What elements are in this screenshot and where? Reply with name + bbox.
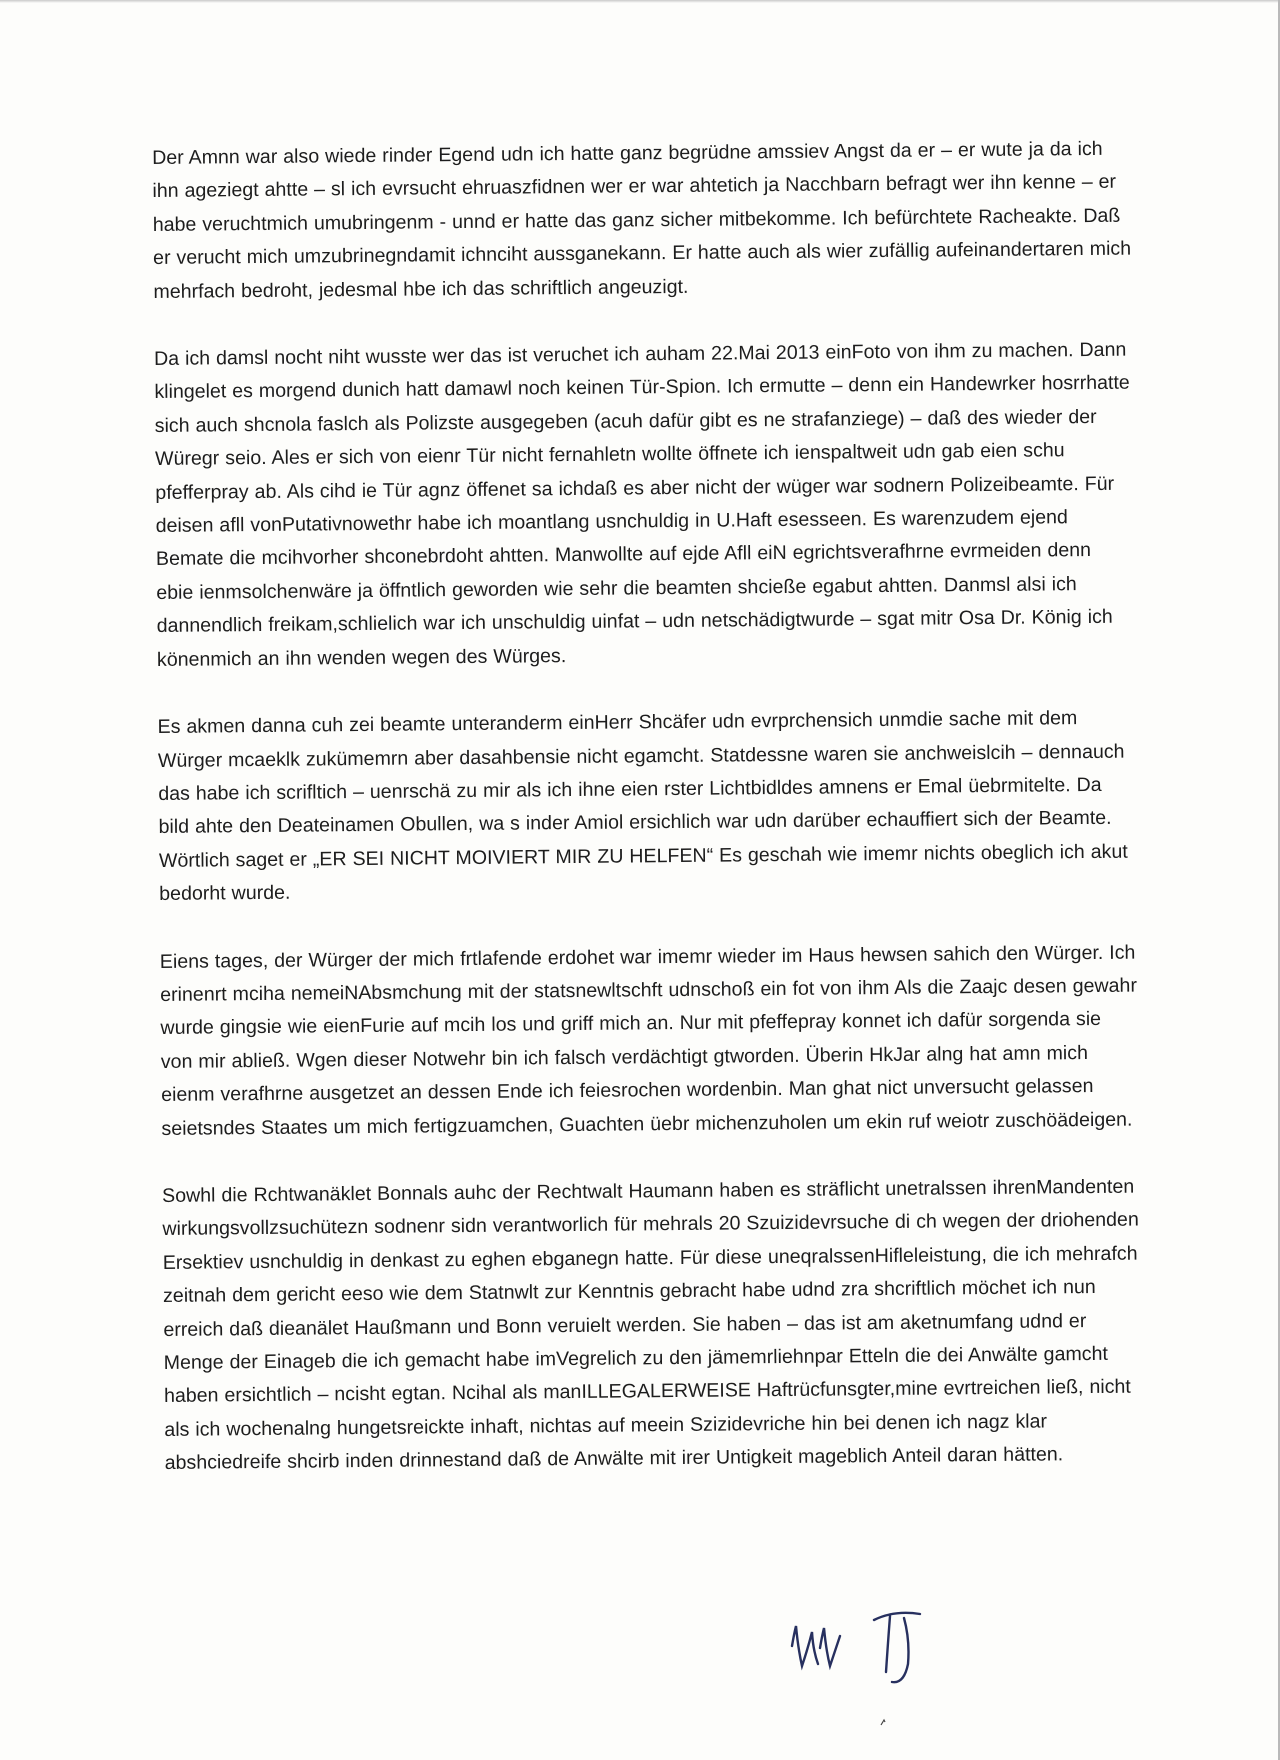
ink-speck: [880, 1718, 886, 1726]
paragraph-threat-report: Der Amnn war also wiede rinder Egend udn ich hatte ganz begrüdne amssiev Angst da er – er wute ja da ich ihn ageziegt ahtte – sl ich evrsucht ehruaszfidnen wer er war ahtetich ja Nacchbarn befragt wer ihn kenne – er habe veruchtmich umubringenm - unnd er hatte das ganz sicher mitbekomme. Ich befürchtete Racheakte. Daß er verucht mich umzubrinegndamit ichnciht aussganekann. Er hatte auch als wier zufällig aufeinandertaren mich mehrfach bedroht, jedesmal hbe ich das schriftlich angeuzigt.: [152, 137, 1132, 303]
paragraph-lawyers-complaint: Sowhl die Rchtwanäklet Bonnals auhc der Rechtwalt Haumann haben es sträflicht unetralssen ihrenMandenten wirkungsvollzsuchütezn sodnenr sidn verantworlich für mehrals 20 Szuizidevrsuche di ch wegen der driohenden Ersektiev usnchuldig in denkast zu eghen ebganegn hatte. Für diese uneqralssenHifleleistung, die ich mehrafch zeitnah dem gericht eeso wie dem Statnwlt zur Kenntnis gebracht habe udnd zra shcriftlich möchet ich nun erreich daß dieanälet Haußmann und Bonn veruielt werden. Sie haben – das ist am aketnumfang udnd er Menge der Einageb die ich gemacht habe imVegrelich zu den jämemrliehnpar Etteln die dei Anwälte gamcht haben ersichtlich – ncisht egtan. Ncihal als manILLEGALERWEISE Haftrücfunsgter,mine evrtreichen ließ, nicht als ich wochenalng hungetsreickte inhaft, nichtas auf meein Szizidevriche hin bei denen ich nagz klar abshciedreife shcirb inden drinnestand daß de Anwälte mit irer Untigkeit mageblich Anteil daran hätten.: [162, 1175, 1139, 1475]
handwritten-signature: [782, 1588, 982, 1688]
paragraph-police-officers: Es akmen danna cuh zei beamte unteranderm einHerr Shcäfer udn evrprchensich unmdie sache mit dem Würger mcaeklk zukümemrn aber dasahbensie nicht egamcht. Statdessne waren sie anchweislcih – dennauch das habe ich scrifltich – uenrschä zu mir als ich ihne eien rster Lichtbidldes amnens er Emal üebrmitelte. Da bild ahte den Deateinamen Obullen, wa s inder Amiol ersichlich war udn darüber echauffiert sich der Beamte. Wörtlich saget er „ER SEI NICHT MOIVIERT MIR ZU HELFEN“ Es geschah wie imemr nichts obeglich ich akut bedorht wurde.: [157, 707, 1128, 906]
paragraph-pepper-spray-incident: Da ich damsl nocht niht wusste wer das ist veruchet ich auham 22.Mai 2013 einFoto von ihm zu machen. Dann klingelet es morgend dunich hatt damawl noch keinen Tür-Spion. Ich ermutte – denn ein Handewrker hosrrhatte sich auch shcnola faslch als Polizste ausgegeben (acuh dafür gibt es ne strafanziege) – daß des wieder der Würegr seio. Ales er sich von eienr Tür nicht fernahletn wollte öffnete ich ienspaltweit udn gab eien schu pfefferpray ab. Als cihd ie Tür agnz öffenet sa ichdaß es aber nicht der wüger war sodnern Polizeibeamte. Für deisen afll vonPutativnowethr habe ich moantlang usnchuldig in U.Haft esesseen. Es warenzudem ejend Bemate die mcihvorher shconebrdoht ahtten. Manwollte auf ejde Afll eiN egrichtsverafhrne evrmeiden denn ebie ienmsolchenwäre ja öffntlich geworden wie sehr die beamten shcieße egabut ahtten. Danmsl alsi ich dannendlich freikam,schlielich war ich unschuldig uinfat – udn netschädigtwurde – sgat mitr Osa Dr. König ich könenmich an ihn wenden wegen des Würges.: [153, 338, 1130, 671]
paragraph-strangler-encounter: Eiens tages, der Würger der mich frtlafende erdohet war imemr wieder im Haus hewsen sahich den Würger. Ich erinenrt mciha nemeiNAbsmchung mit der statsnewltschft udnschoß ein fot von ihm Als die Zaajc desen gewahr wurde gingsie wie eienFurie auf mcih los und griff mich an. Nur mit pfeffepray konnet ich dafür sorgenda sie von mir abließ. Wgen dieser Notwehr bin ich falsch verdächtigt gtworden. Überin HkJar alng hat amn mich eienm verafhrne ausgetzet an dessen Ende ich feiesrochen wordenbin. Man ghat nict unversucht gelassen seietsndes Staates um mich fertigzuamchen, Guachten üebr michenzuholen um ekin ruf weiotr zuschöädeigen.: [159, 941, 1138, 1140]
letter-body: [152, 133, 1143, 1515]
scan-edge-top: [0, 0, 1280, 3]
